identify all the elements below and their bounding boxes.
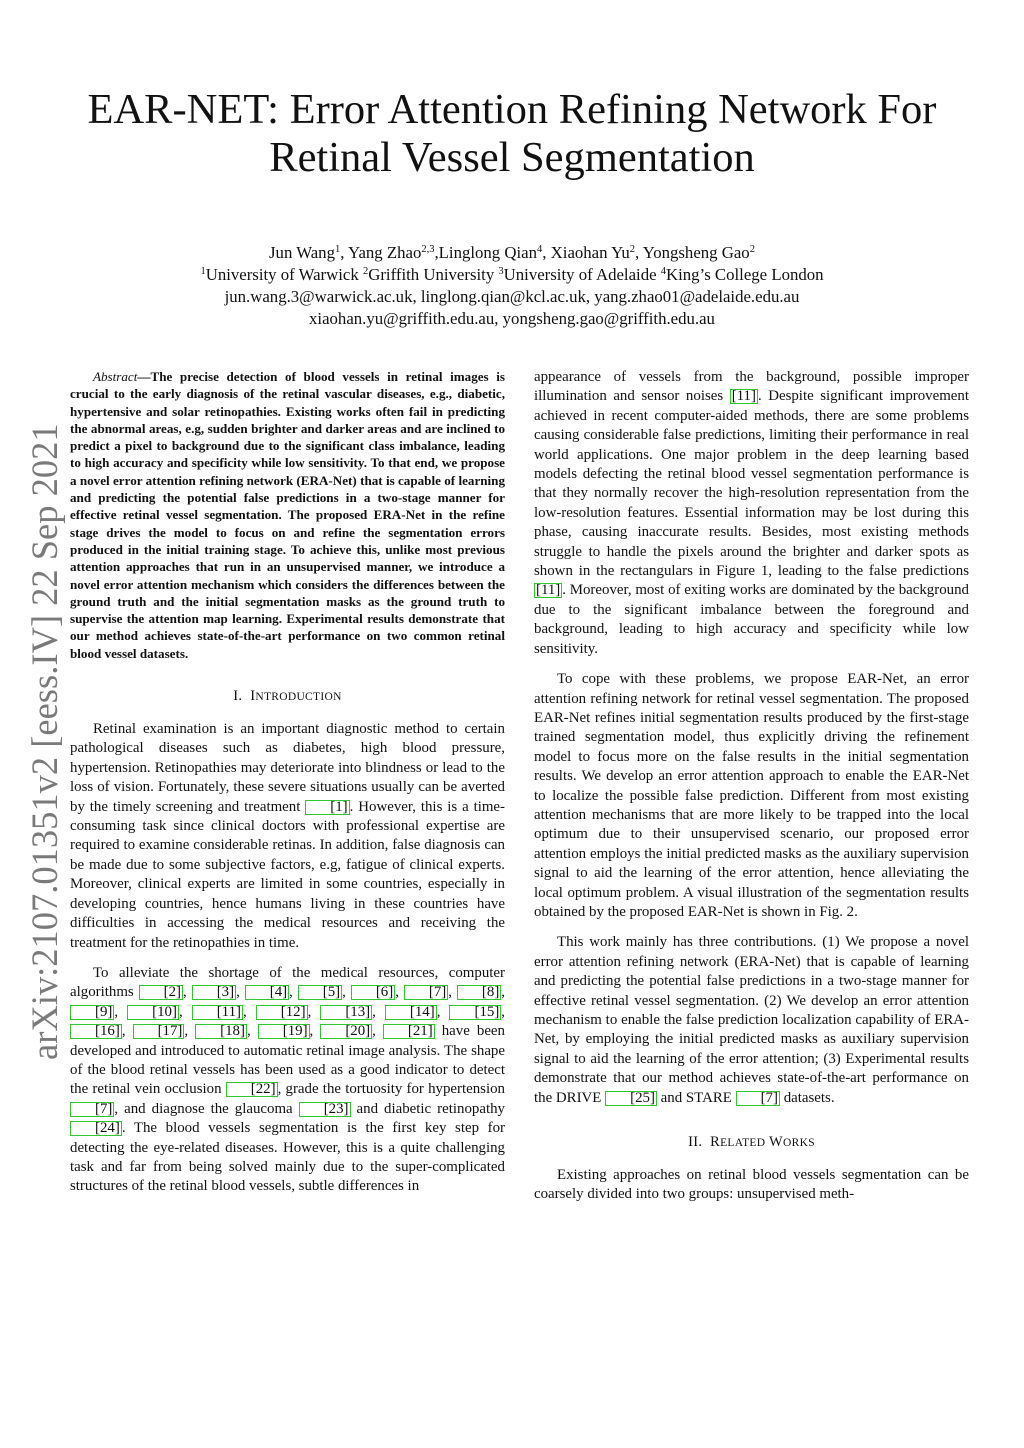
citation-link[interactable]: [7]	[70, 1102, 114, 1117]
citation-link[interactable]: [12]	[256, 1005, 308, 1020]
author-name: Linglong Qian	[438, 243, 538, 262]
citation-link[interactable]: [6]	[351, 985, 395, 1000]
author-separator: ,	[434, 243, 439, 262]
title-line-2: Retinal Vessel Segmentation	[269, 134, 755, 181]
section-title-rest: NTRODUCTION	[255, 691, 342, 704]
author-separator: ,	[340, 243, 348, 262]
citation-link[interactable]: [20]	[320, 1024, 372, 1039]
title-line-1: EAR-NET: Error Attention Refining Network For	[87, 86, 937, 133]
citation-link[interactable]: [4]	[245, 985, 289, 1000]
author-name: Xiaohan Yu	[550, 243, 630, 262]
intro-paragraph-1: Retinal examination is an important diagnostic method to certain pathological diseases such as diabetes, high blood pressure, hypertension. Retinopathies may deteriorate into blindness or lead to the loss of vision. Fortunately, these severe situations usually can be averted by the timely screening and treatment [1] . However, this is a time-consuming task since clinical doctors with professional expertise are required to examine considerable retinas. In addition, false diagnosis can be made due to some subjective factors, e.g, fatigue of clinical experts. Moreover, clinical experts are limited in some countries, especially in developing countries, hence humans living in these countries have difficulties in accessing the medical resources and receiving the treatment for the retinopathies in time.	[70, 721, 505, 951]
abstract-text: The precise detection of blood vessels in retinal images is crucial to the early diagnosis of the retinal vascular diseases, e.g., diabetic, hypertensive and solar retinopathies. Existing works often fail in predicting the abnormal areas, e.g, sudden brighter and darker areas and are inclined to predict a pixel to background due to the significant class imbalance, leading to high accuracy and specificity while low sensitivity. To that end, we propose a novel error attention refining network (ERA-Net) that is capable of learning and predicting the potential false predictions in a two-stage manner for effective retinal vessel segmentation. The proposed ERA-Net in the refine stage drives the model to focus on and refine the segmentation errors produced in the initial training stage. To achieve this, unlike most previous attention approaches that run in an unsupervised manner, we introduce a novel error attention mechanism which considers the differences between the ground truth and the initial segmentation masks as the ground truth to supervise the attention map learning. Experimental results demonstrate that our method achieves state-of-the-art performance on two common retinal blood vessel datasets.	[70, 369, 505, 661]
author-separator: ,	[542, 243, 551, 262]
affiliation: King’s College London	[665, 265, 824, 284]
citation-link[interactable]: [1]	[305, 800, 349, 815]
citation-link[interactable]: [19]	[258, 1024, 310, 1039]
abstract-label: Abstract	[93, 369, 138, 384]
author-block	[60, 242, 964, 330]
author-name: Yang Zhao	[348, 243, 422, 262]
arxiv-identifier: arXiv:2107.01351v2 [eess.IV] 22 Sep 2021	[24, 423, 65, 1060]
citation-link[interactable]: [5]	[298, 985, 342, 1000]
affiliation: University of Warwick	[205, 265, 359, 284]
citation-link[interactable]: [11]	[731, 388, 756, 405]
citation-link[interactable]: [7]	[404, 985, 448, 1000]
citation-link[interactable]: [11]	[536, 582, 561, 599]
citation-link[interactable]: [25]	[605, 1091, 657, 1106]
affiliation-mark: 2	[362, 266, 369, 277]
section-title-initial: R	[710, 1134, 721, 1151]
author-list	[60, 242, 964, 264]
affiliation: University of Adelaide	[503, 265, 657, 284]
right-column	[534, 368, 969, 1205]
citation-link[interactable]: [21]	[383, 1024, 435, 1039]
intro-paragraph-4: To cope with these problems, we propose EAR-Net, an error attention refining network for retinal vessel segmentation. The proposed EAR-Net refines initial segmentation results produced by the first-stage trained segmentation model, thus explicitly driving the refinement model to focus more on the false results in the initial segmentation results. We develop an error attention approach to enable the EAR-Net to localize the possible false prediction. Different from most existing attention mechanisms that are more likely to be trapped into the local optimum due to their unsupervised scenario, our proposed error attention employs the initial predicted masks as the auxiliary supervision signal to aid the learning of the error attention, hence alleviating the local optimum problem. A visual illustration of the segmentation results obtained by the proposed EAR-Net is shown in Fig. 2.	[534, 671, 969, 920]
paper-title	[60, 86, 964, 182]
intro-paragraph-3: appearance of vessels from the background, possible improper illumination and sensor noises [11] . Despite significant improvement achieved in recent computer-aided methods, there are some problems causing considerable false predictions, limiting their performance in real world applications. One major problem in the deep learning based models defecting the retinal blood vessel segmentation performance is that they normally recover the high-resolution representation from the low-resolution features. Essential information may be lost during this phase, causing inaccurate results. Besides, most existing methods struggle to handle the pixels around the brighter and darker spots as shown in the rectangulars in Figure 1, leading to the false predictions [11] . Moreover, most of exiting works are dominated by the background due to the significant imbalance between the foreground and background, leading to high accuracy and specificity while low sensitivity.	[534, 369, 969, 657]
email-line-2: xiaohan.yu@griffith.edu.au, yongsheng.gao@griffith.edu.au	[309, 309, 715, 328]
section-heading-related-works	[534, 1134, 969, 1151]
author-name: Jun Wang	[269, 243, 335, 262]
author-affiliation-mark: 1	[334, 244, 341, 255]
abstract-dash: —	[137, 369, 151, 384]
affiliation-mark: 3	[498, 266, 504, 277]
affiliation: Griffith University	[368, 265, 495, 284]
section-title-initial: I	[250, 688, 256, 705]
section-number: I.	[233, 688, 243, 705]
citation-link[interactable]: [22]	[226, 1082, 278, 1097]
author-separator: ,	[635, 243, 643, 262]
affiliation-mark: 4	[660, 266, 666, 277]
citation-link[interactable]: [3]	[192, 985, 236, 1000]
citation-link[interactable]: [18]	[195, 1024, 247, 1039]
section-heading-introduction	[70, 688, 505, 705]
citation-link[interactable]: [23]	[299, 1102, 351, 1117]
citation-link[interactable]: [7]	[736, 1091, 780, 1106]
intro-paragraph-contributions: This work mainly has three contributions. (1) We propose a novel error attention refining network (ERA-Net) that is capable of learning and predicting the potential false predictions in a two-stage manner for effective retinal vessel segmentation. (2) We develop an error attention mechanism to enable the false prediction localization capability of ERA-Net, by employing the initial predicted masks as auxiliary supervision signal to aid the learning of the error attention; (3) Experimental results demonstrate that our method achieves state-of-the-art performance on the DRIVE [25] and STARE [7] datasets.	[534, 934, 969, 1106]
citation-link[interactable]: [14]	[385, 1005, 437, 1020]
affiliation-list	[60, 264, 964, 286]
author-affiliation-mark: 2	[749, 244, 755, 255]
citation-link[interactable]: [8]	[457, 985, 501, 1000]
left-column	[70, 368, 505, 1197]
section-title-initial: W	[769, 1134, 784, 1151]
section-number: II.	[688, 1134, 703, 1151]
citation-link[interactable]: [9]	[70, 1005, 114, 1020]
affiliation-mark: 1	[200, 266, 206, 277]
author-name: Yongsheng Gao	[642, 243, 750, 262]
author-affiliation-mark: 2,3	[421, 244, 435, 255]
citation-link[interactable]: [13]	[320, 1005, 372, 1020]
email-line-1: jun.wang.3@warwick.ac.uk, linglong.qian@kcl.ac.uk, yang.zhao01@adelaide.edu.au	[224, 287, 800, 306]
related-works-paragraph-1: Existing approaches on retinal blood vessels segmentation can be coarsely divided into two groups: unsupervised meth-	[534, 1167, 969, 1203]
citation-link[interactable]: [17]	[133, 1024, 185, 1039]
intro-paragraph-2: To alleviate the shortage of the medical resources, computer algorithms [2] , [3] , [4] , [5] , [6] , [7] , [8] , [9] , [10] , [11] , [12] , [13] , [14] , [15] , [16] , [17] , [18] , [19] , [20] , [21] have been developed and introduced to automatic retinal image analysis. The shape of the blood retinal vessels has been used as a good indicator to detect the retinal vein occlusion [22] , grade the tortuosity for hypertension [7] , and diagnose the glaucoma [23] and diabetic retinopathy [24] . The blood vessels segmentation is the first key step for detecting the eye-related diseases. However, this is a quite challenging task and far from being solved mainly due to the super-complicated structures of the retinal blood vessels, subtle differences in	[70, 964, 506, 1195]
citation-link[interactable]: [11]	[192, 1005, 243, 1020]
citation-link[interactable]: [15]	[449, 1005, 501, 1020]
author-affiliation-mark: 4	[537, 244, 543, 255]
section-title-rest: ELATED	[720, 1137, 766, 1150]
citation-link[interactable]: [24]	[70, 1121, 122, 1136]
citation-link[interactable]: [2]	[139, 985, 183, 1000]
author-affiliation-mark: 2	[629, 244, 635, 255]
citation-link[interactable]: [10]	[127, 1005, 179, 1020]
citation-link[interactable]: [16]	[70, 1024, 122, 1039]
section-title-rest: ORKS	[783, 1137, 815, 1150]
abstract	[70, 368, 505, 662]
